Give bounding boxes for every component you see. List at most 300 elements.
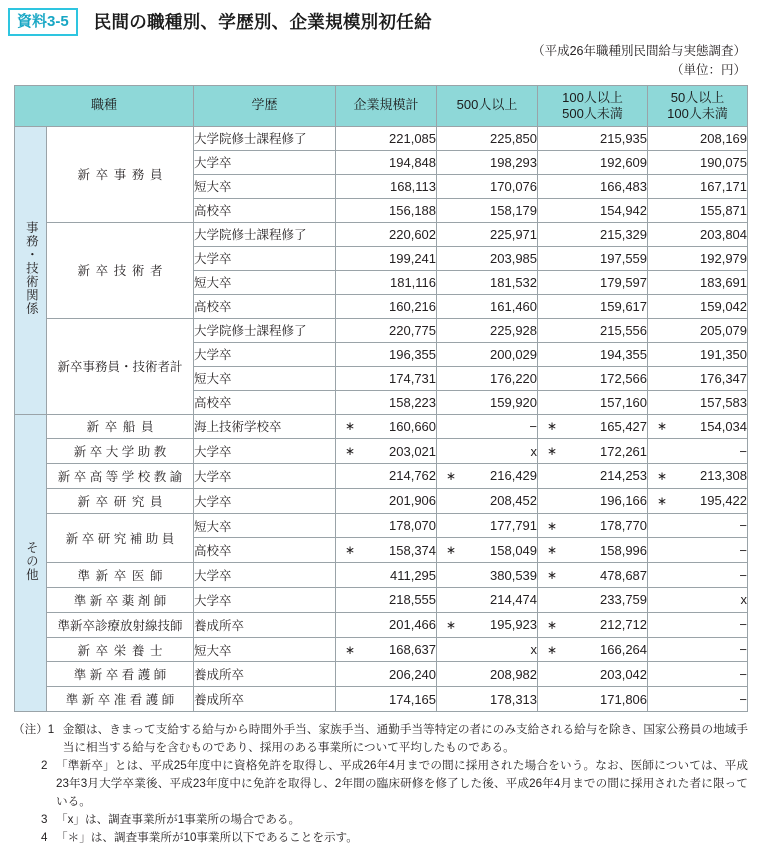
occupation-label: 準新卒診療放射線技師 — [57, 618, 183, 633]
value-500-plus — [437, 414, 538, 439]
occupation-label: 準新卒医師 — [77, 569, 169, 584]
footnote-item — [13, 811, 748, 829]
value-text: 161,460 — [490, 298, 538, 314]
value-text: − — [739, 617, 748, 633]
table-row — [15, 464, 748, 489]
value-50-to-100 — [648, 662, 748, 687]
value-text: 168,113 — [389, 178, 437, 194]
education-cell: 大学卒 — [194, 246, 336, 270]
footnote-item — [13, 757, 748, 811]
footnote-item — [13, 721, 748, 757]
value-text: 177,791 — [490, 518, 538, 534]
footnote-text: 「＊」は、調査事業所が10事業所以下であることを示す。 — [56, 830, 358, 844]
value-100-to-500 — [538, 414, 648, 439]
col-header-50-to-100-line2: 100人未満 — [667, 105, 728, 121]
value-500-plus — [437, 513, 538, 538]
source-block — [0, 42, 760, 80]
table-header — [15, 85, 748, 126]
occupation-cell — [47, 126, 194, 222]
value-text: 181,116 — [389, 274, 437, 290]
value-text: 176,347 — [700, 370, 748, 386]
value-50-to-100 — [648, 174, 748, 198]
value-text: x — [740, 592, 748, 608]
value-text: x — [530, 443, 538, 459]
value-100-to-500 — [538, 662, 648, 687]
occupation-label: 新卒研究員 — [77, 494, 169, 509]
footnote-number: 2 — [41, 759, 48, 772]
value-text: 203,804 — [700, 226, 748, 242]
value-100-to-500 — [538, 198, 648, 222]
unit-note: （単位：円） — [670, 62, 746, 77]
table-row — [15, 612, 748, 637]
value-text: 380,539 — [490, 567, 538, 583]
value-50-to-100 — [648, 318, 748, 342]
value-text: 208,169 — [700, 130, 748, 146]
value-all-sizes — [336, 150, 437, 174]
table-row — [15, 414, 748, 439]
education-cell: 高校卒 — [194, 538, 336, 563]
education-cell: 養成所卒 — [194, 662, 336, 687]
title-row — [0, 0, 760, 36]
value-text: 172,261 — [600, 443, 648, 459]
asterisk-marker-icon: ∗ — [446, 617, 457, 632]
occupation-label: 新卒船員 — [86, 420, 160, 435]
value-text: 159,617 — [600, 298, 648, 314]
value-text: − — [529, 418, 538, 434]
value-text: 157,160 — [600, 394, 648, 410]
value-text: 158,374 — [389, 542, 437, 558]
col-header-occupation: 職種 — [15, 85, 194, 126]
education-cell: 短大卒 — [194, 270, 336, 294]
value-text: 212,712 — [600, 617, 648, 633]
occupation-cell — [47, 588, 194, 613]
value-50-to-100 — [648, 150, 748, 174]
value-all-sizes — [336, 390, 437, 414]
value-100-to-500 — [538, 538, 648, 563]
value-text: 159,920 — [490, 394, 538, 410]
value-50-to-100 — [648, 198, 748, 222]
value-100-to-500 — [538, 687, 648, 712]
col-header-100-to-500-line2: 500人未満 — [562, 105, 623, 121]
value-text: 233,759 — [600, 592, 648, 608]
occupation-cell — [47, 687, 194, 712]
value-50-to-100 — [648, 464, 748, 489]
value-text: 174,165 — [389, 691, 437, 707]
value-text: − — [739, 666, 748, 682]
value-text: − — [739, 518, 748, 534]
value-100-to-500 — [538, 294, 648, 318]
value-500-plus — [437, 246, 538, 270]
value-text: 215,329 — [600, 226, 648, 242]
value-text: 167,171 — [700, 178, 748, 194]
value-50-to-100 — [648, 612, 748, 637]
footnote-item — [13, 829, 748, 847]
value-text: 154,942 — [600, 202, 648, 218]
value-text: 183,691 — [700, 274, 748, 290]
occupation-cell — [47, 563, 194, 588]
occupation-label: 準新卒薬剤師 — [73, 593, 170, 608]
value-all-sizes — [336, 439, 437, 464]
education-cell: 海上技術学校卒 — [194, 414, 336, 439]
asterisk-marker-icon: ∗ — [657, 493, 668, 508]
value-100-to-500 — [538, 150, 648, 174]
col-header-100-to-500-line1: 100人以上 — [562, 89, 623, 105]
value-500-plus — [437, 588, 538, 613]
value-all-sizes — [336, 366, 437, 390]
value-text: 201,906 — [389, 493, 437, 509]
value-text: 208,982 — [490, 666, 538, 682]
education-cell: 大学卒 — [194, 563, 336, 588]
value-100-to-500 — [538, 366, 648, 390]
value-100-to-500 — [538, 126, 648, 150]
value-500-plus — [437, 174, 538, 198]
value-text: 174,731 — [389, 370, 437, 386]
col-header-education: 学歴 — [194, 85, 336, 126]
value-500-plus — [437, 198, 538, 222]
education-cell: 養成所卒 — [194, 687, 336, 712]
value-text: 178,313 — [490, 691, 538, 707]
category-band-label: その他 — [24, 541, 39, 582]
value-50-to-100 — [648, 687, 748, 712]
col-header-100-to-500 — [538, 85, 648, 126]
value-text: 225,928 — [490, 322, 538, 338]
value-100-to-500 — [538, 513, 648, 538]
value-text: 166,264 — [600, 642, 648, 658]
value-text: 201,466 — [389, 617, 437, 633]
footnotes — [0, 712, 760, 847]
value-all-sizes — [336, 294, 437, 318]
value-all-sizes — [336, 637, 437, 662]
value-all-sizes — [336, 318, 437, 342]
value-text: 192,609 — [600, 154, 648, 170]
value-500-plus — [437, 612, 538, 637]
value-text: 190,075 — [700, 154, 748, 170]
value-text: − — [739, 567, 748, 583]
value-text: 195,422 — [700, 493, 748, 509]
value-text: 158,996 — [600, 542, 648, 558]
education-cell: 大学卒 — [194, 150, 336, 174]
education-cell: 大学卒 — [194, 588, 336, 613]
value-all-sizes — [336, 513, 437, 538]
value-text: 197,559 — [600, 250, 648, 266]
value-50-to-100 — [648, 513, 748, 538]
value-text: 157,583 — [700, 394, 748, 410]
value-100-to-500 — [538, 246, 648, 270]
value-text: 170,076 — [490, 178, 538, 194]
value-text: 215,935 — [600, 130, 648, 146]
value-50-to-100 — [648, 637, 748, 662]
education-cell: 大学院修士課程修了 — [194, 222, 336, 246]
value-text: 203,985 — [490, 250, 538, 266]
education-cell: 短大卒 — [194, 637, 336, 662]
value-all-sizes — [336, 174, 437, 198]
value-text: 411,295 — [389, 567, 437, 583]
col-header-all-sizes: 企業規模計 — [336, 85, 437, 126]
value-text: x — [530, 642, 538, 658]
value-text: 168,637 — [389, 642, 437, 658]
value-text: 206,240 — [389, 666, 437, 682]
value-text: 203,021 — [389, 443, 437, 459]
value-500-plus — [437, 342, 538, 366]
value-500-plus — [437, 637, 538, 662]
value-all-sizes — [336, 563, 437, 588]
table-row — [15, 126, 748, 150]
value-100-to-500 — [538, 222, 648, 246]
value-50-to-100 — [648, 246, 748, 270]
value-text: 160,660 — [389, 418, 437, 434]
value-text: 191,350 — [700, 346, 748, 362]
footnote-text: 「x」は、調査事業所が1事業所の場合である。 — [56, 812, 301, 826]
value-text: 208,452 — [490, 493, 538, 509]
col-header-500-plus: 500人以上 — [437, 85, 538, 126]
table-row — [15, 488, 748, 513]
value-500-plus — [437, 464, 538, 489]
value-500-plus — [437, 270, 538, 294]
education-cell: 短大卒 — [194, 366, 336, 390]
value-50-to-100 — [648, 342, 748, 366]
occupation-cell — [47, 464, 194, 489]
value-all-sizes — [336, 414, 437, 439]
value-text: 178,770 — [600, 518, 648, 534]
occupation-label: 新卒事務員 — [77, 168, 169, 182]
value-text: 215,556 — [600, 322, 648, 338]
value-500-plus — [437, 687, 538, 712]
asterisk-marker-icon: ∗ — [345, 543, 356, 558]
value-50-to-100 — [648, 414, 748, 439]
asterisk-marker-icon: ∗ — [547, 518, 558, 533]
survey-source-note: （平成26年職種別民間給与実態調査） — [532, 44, 746, 58]
education-cell: 高校卒 — [194, 198, 336, 222]
value-all-sizes — [336, 488, 437, 513]
value-text: 178,070 — [389, 518, 437, 534]
value-text: − — [739, 443, 748, 459]
education-cell: 高校卒 — [194, 390, 336, 414]
value-all-sizes — [336, 270, 437, 294]
value-text: 171,806 — [600, 691, 648, 707]
value-all-sizes — [336, 464, 437, 489]
value-text: 165,427 — [600, 418, 648, 434]
value-500-plus — [437, 488, 538, 513]
value-100-to-500 — [538, 637, 648, 662]
value-text: 179,597 — [600, 274, 648, 290]
occupation-cell — [47, 488, 194, 513]
value-text: 199,241 — [389, 250, 437, 266]
value-text: 214,253 — [600, 468, 648, 484]
asterisk-marker-icon: ∗ — [657, 419, 668, 434]
value-text: 172,566 — [600, 370, 648, 386]
value-text: − — [739, 542, 748, 558]
education-cell: 大学卒 — [194, 464, 336, 489]
value-100-to-500 — [538, 563, 648, 588]
asterisk-marker-icon: ∗ — [547, 543, 558, 558]
footnote-number: 4 — [41, 830, 48, 844]
value-100-to-500 — [538, 270, 648, 294]
value-text: 156,188 — [389, 202, 437, 218]
occupation-label: 新卒事務員・技術者計 — [57, 360, 183, 374]
value-50-to-100 — [648, 588, 748, 613]
value-text: 220,602 — [389, 226, 437, 242]
value-text: 155,871 — [700, 202, 748, 218]
value-500-plus — [437, 150, 538, 174]
value-text: 194,848 — [389, 154, 437, 170]
category-band-other — [15, 414, 47, 712]
value-500-plus — [437, 662, 538, 687]
table-row — [15, 687, 748, 712]
value-100-to-500 — [538, 612, 648, 637]
occupation-label: 新卒栄養士 — [77, 643, 169, 658]
table-row — [15, 662, 748, 687]
table-row — [15, 563, 748, 588]
value-text: 216,429 — [490, 468, 538, 484]
value-500-plus — [437, 538, 538, 563]
value-all-sizes — [336, 126, 437, 150]
education-cell: 短大卒 — [194, 513, 336, 538]
occupation-cell — [47, 439, 194, 464]
occupation-label: 新卒大学助教 — [73, 445, 170, 460]
footnote-text: 金額は、きまって支給する給与から時間外手当、家族手当、通勤手当等特定の者にのみ支給される給与を除き、国家公務員の地域手当に相当する給与を含むものであり、採用のある事業所について平均したものである。 — [62, 723, 748, 755]
value-500-plus — [437, 366, 538, 390]
value-50-to-100 — [648, 563, 748, 588]
asterisk-marker-icon: ∗ — [547, 419, 558, 434]
value-text: 196,355 — [389, 346, 437, 362]
value-text: 205,079 — [700, 322, 748, 338]
value-50-to-100 — [648, 439, 748, 464]
value-50-to-100 — [648, 390, 748, 414]
value-all-sizes — [336, 687, 437, 712]
category-band-office-technical — [15, 126, 47, 414]
education-cell: 養成所卒 — [194, 612, 336, 637]
asterisk-marker-icon: ∗ — [657, 468, 668, 483]
occupation-label: 新卒研究補助員 — [65, 531, 178, 546]
education-cell: 大学院修士課程修了 — [194, 126, 336, 150]
value-text: 195,923 — [490, 617, 538, 633]
asterisk-marker-icon: ∗ — [345, 444, 356, 459]
value-text: 166,483 — [600, 178, 648, 194]
value-text: 478,687 — [600, 567, 648, 583]
occupation-label: 準新卒看護師 — [73, 668, 170, 683]
value-50-to-100 — [648, 294, 748, 318]
value-all-sizes — [336, 222, 437, 246]
header-row — [15, 85, 748, 126]
asterisk-marker-icon: ∗ — [446, 543, 457, 558]
asterisk-marker-icon: ∗ — [547, 642, 558, 657]
value-text: − — [739, 691, 748, 707]
value-50-to-100 — [648, 270, 748, 294]
value-all-sizes — [336, 198, 437, 222]
col-header-50-to-100-line1: 50人以上 — [670, 89, 725, 105]
value-50-to-100 — [648, 126, 748, 150]
occupation-cell — [47, 414, 194, 439]
education-cell: 大学卒 — [194, 439, 336, 464]
asterisk-marker-icon: ∗ — [446, 468, 457, 483]
value-text: − — [739, 642, 748, 658]
asterisk-marker-icon: ∗ — [345, 642, 356, 657]
table-row — [15, 222, 748, 246]
table-container — [0, 85, 760, 713]
value-all-sizes — [336, 662, 437, 687]
table-row — [15, 439, 748, 464]
category-band-label: 事務・技術関係 — [24, 221, 39, 316]
value-500-plus — [437, 390, 538, 414]
table-row — [15, 513, 748, 538]
education-cell: 大学卒 — [194, 488, 336, 513]
value-text: 198,293 — [490, 154, 538, 170]
table-row — [15, 588, 748, 613]
value-all-sizes — [336, 246, 437, 270]
occupation-label: 準新卒准看護師 — [65, 693, 178, 708]
value-text: 213,308 — [700, 468, 748, 484]
value-500-plus — [437, 294, 538, 318]
value-text: 221,085 — [389, 130, 437, 146]
footnote-number: 1 — [47, 723, 55, 737]
page-title: 民間の職種別、学歴別、企業規模別初任給 — [93, 12, 432, 32]
value-500-plus — [437, 126, 538, 150]
footnote-number: 3 — [41, 812, 48, 826]
document-number-badge: 資料3-5 — [8, 8, 78, 36]
footnotes-label: （注） — [13, 723, 48, 737]
occupation-cell — [47, 637, 194, 662]
value-all-sizes — [336, 342, 437, 366]
value-50-to-100 — [648, 538, 748, 563]
value-50-to-100 — [648, 366, 748, 390]
footnote-text: 「準新卒」とは、平成25年度中に資格免許を取得し、平成26年4月までの間に採用された場合をいう。なお、医師については、平成23年3月大学卒業後、平成23年度中に免許を取得し、2年間の臨床研修を修了した後、平成26年4月までの間に採用された者に限っている。 — [56, 759, 748, 808]
value-text: 159,042 — [700, 298, 748, 314]
value-500-plus — [437, 222, 538, 246]
value-100-to-500 — [538, 488, 648, 513]
value-all-sizes — [336, 612, 437, 637]
value-text: 218,555 — [389, 592, 437, 608]
value-text: 194,355 — [600, 346, 648, 362]
value-100-to-500 — [538, 174, 648, 198]
value-100-to-500 — [538, 318, 648, 342]
education-cell: 大学卒 — [194, 342, 336, 366]
value-100-to-500 — [538, 464, 648, 489]
value-text: 158,223 — [389, 394, 437, 410]
value-text: 158,049 — [490, 542, 538, 558]
value-text: 181,532 — [490, 274, 538, 290]
value-text: 196,166 — [600, 493, 648, 509]
occupation-cell — [47, 513, 194, 563]
value-text: 214,762 — [389, 468, 437, 484]
education-cell: 高校卒 — [194, 294, 336, 318]
value-text: 176,220 — [490, 370, 538, 386]
value-all-sizes — [336, 538, 437, 563]
asterisk-marker-icon: ∗ — [345, 419, 356, 434]
value-text: 214,474 — [490, 592, 538, 608]
col-header-50-to-100 — [648, 85, 748, 126]
value-50-to-100 — [648, 488, 748, 513]
value-100-to-500 — [538, 342, 648, 366]
value-50-to-100 — [648, 222, 748, 246]
value-all-sizes — [336, 588, 437, 613]
table-row — [15, 318, 748, 342]
value-text: 158,179 — [490, 202, 538, 218]
education-cell: 大学院修士課程修了 — [194, 318, 336, 342]
occupation-cell — [47, 318, 194, 414]
table-row — [15, 637, 748, 662]
education-cell: 短大卒 — [194, 174, 336, 198]
occupation-cell — [47, 662, 194, 687]
asterisk-marker-icon: ∗ — [547, 568, 558, 583]
value-100-to-500 — [538, 588, 648, 613]
occupation-cell — [47, 612, 194, 637]
table-body — [15, 126, 748, 712]
value-100-to-500 — [538, 439, 648, 464]
occupation-label: 新卒技術者 — [77, 264, 169, 278]
value-text: 160,216 — [389, 298, 437, 314]
occupation-label: 新卒高等学校教諭 — [57, 469, 186, 484]
occupation-cell — [47, 222, 194, 318]
